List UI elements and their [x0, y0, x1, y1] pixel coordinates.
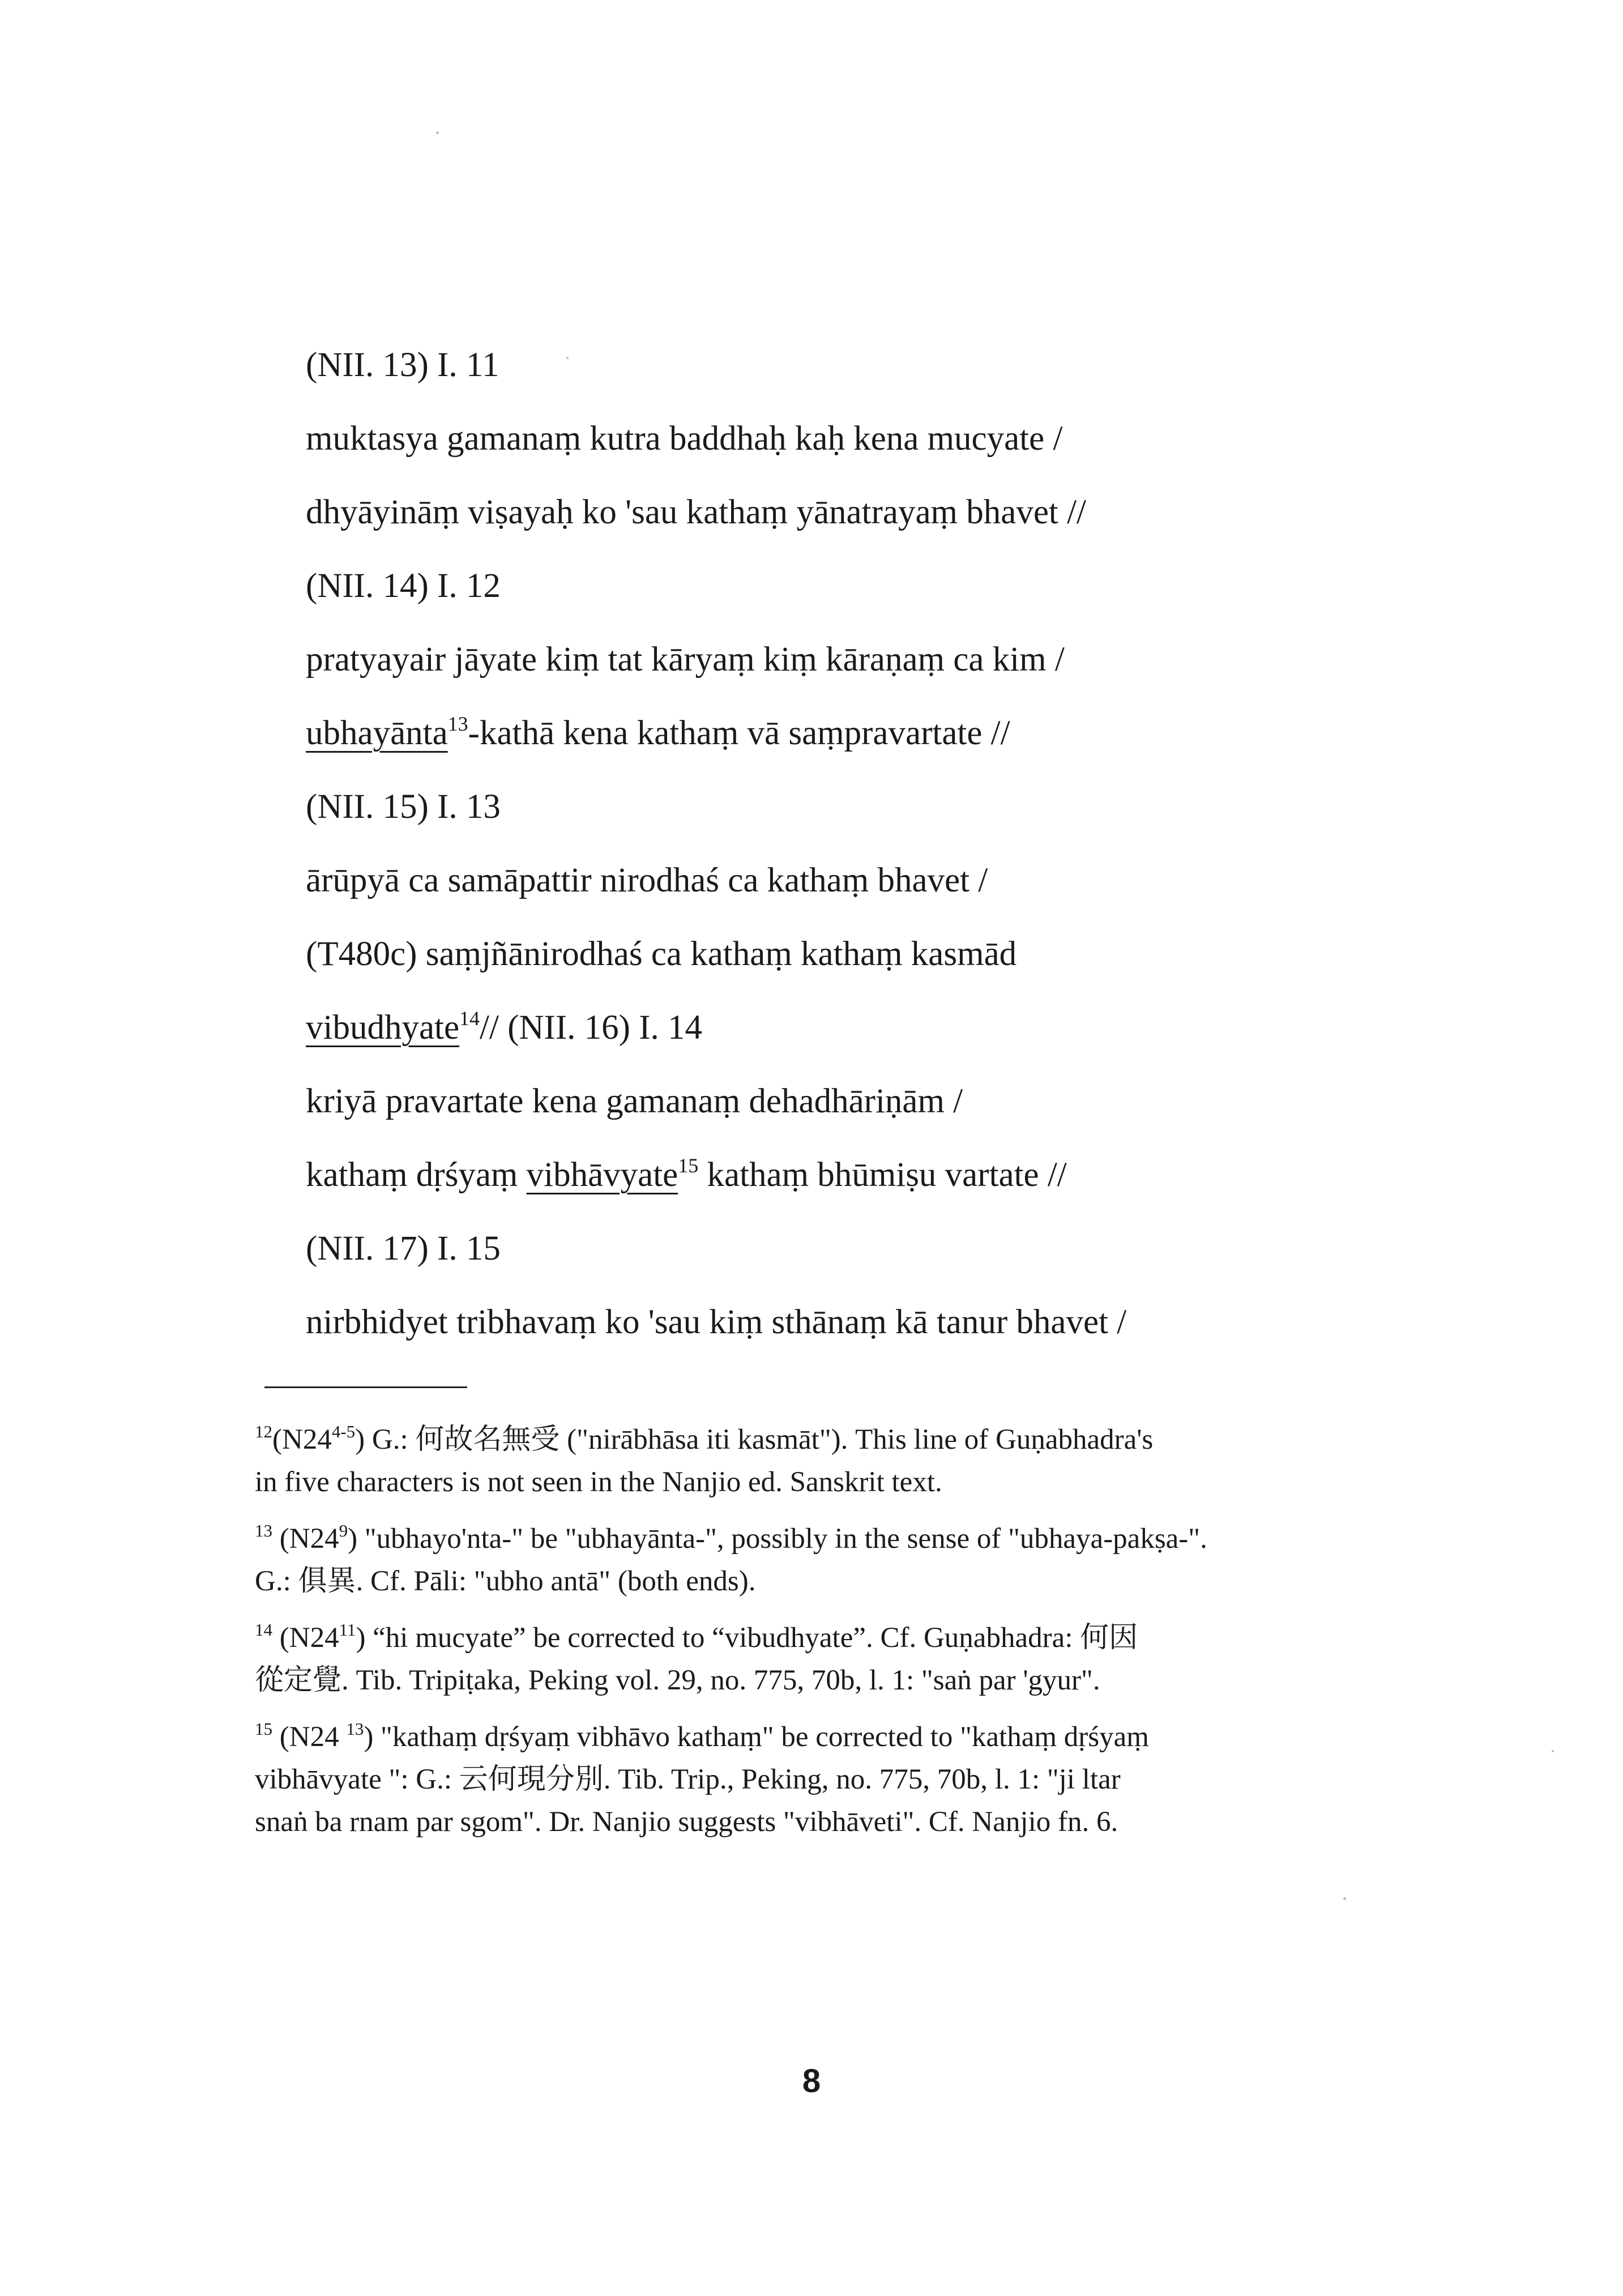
footnote-ref: 12 [255, 1422, 272, 1441]
text-segment: kathaṃ dṛśyaṃ [306, 1156, 527, 1194]
scan-speck [436, 131, 439, 134]
footnote-line [255, 1716, 1342, 1759]
verse-line [306, 1286, 1382, 1359]
scan-speck [1552, 1750, 1554, 1752]
footnote-line [255, 1801, 1342, 1843]
verse-line [306, 1212, 1382, 1286]
text-segment: vibhāvyate ": G.: 云何現分別. Tib. Trip., Peking, no. 775, 70b, l. 1: "ji ltar [255, 1764, 1121, 1795]
verse-line [306, 549, 1382, 623]
footnote-line [255, 1560, 1342, 1603]
footnote [255, 1419, 1342, 1504]
footnote [255, 1716, 1342, 1843]
verse-line [306, 402, 1382, 476]
text-segment: (NII. 15) I. 13 [306, 788, 501, 826]
footnote-line [255, 1461, 1342, 1504]
text-segment: muktasya gamanaṃ kutra baddhaḥ kaḥ kena mucyate / [306, 420, 1063, 458]
text-segment: dhyāyināṃ viṣayaḥ ko 'sau kathaṃ yānatrayaṃ bhavet // [306, 493, 1086, 531]
text-segment: (NII. 17) I. 15 [306, 1230, 501, 1268]
footnote-line [255, 1759, 1342, 1801]
text-segment: ārūpyā ca samāpattir nirodhaś ca kathaṃ bhavet / [306, 861, 988, 899]
text-segment: in five characters is not seen in the Nanjio ed. Sanskrit text. [255, 1466, 942, 1498]
text-segment: ) "ubhayo'nta-" be "ubhayānta-", possibly in the sense of "ubhaya-pakṣa-". [348, 1523, 1207, 1555]
underlined-term: vibudhyate [306, 1009, 460, 1047]
scan-speck [1343, 1897, 1346, 1900]
footnote-ref: 13 [447, 712, 468, 735]
footnote-ref: 13 [346, 1719, 364, 1739]
footnote [255, 1617, 1342, 1702]
text-segment: (T480c) saṃjñānirodhaś ca kathaṃ kathaṃ kasmād [306, 935, 1017, 973]
verse-line [306, 1065, 1382, 1138]
footnote-ref: 13 [255, 1521, 272, 1540]
verse-line [306, 623, 1382, 697]
text-segment: (N24 [272, 1424, 332, 1456]
footnote-ref: 9 [339, 1521, 348, 1540]
footnote-line [255, 1419, 1342, 1461]
verse-line [306, 476, 1382, 549]
text-segment: ) “hi mucyate” be corrected to “vibudhyate”. Cf. Guṇabhadra: 何因 [356, 1622, 1138, 1654]
text-segment: (NII. 14) I. 12 [306, 567, 501, 605]
text-segment: G.: 俱異. Cf. Pāli: "ubho antā" (both ends). [255, 1565, 756, 1597]
text-segment: ) "kathaṃ dṛśyaṃ vibhāvo kathaṃ" be corrected to "kathaṃ dṛśyaṃ [364, 1721, 1149, 1753]
text-segment: (N24 [272, 1622, 339, 1654]
footnote [255, 1518, 1342, 1603]
verse-line [306, 1138, 1382, 1212]
footnote-ref: 15 [678, 1154, 699, 1177]
verse-line [306, 770, 1382, 844]
text-segment: // (NII. 16) I. 14 [480, 1009, 703, 1047]
verse-text [306, 328, 1382, 1359]
text-segment: kriyā pravartate kena gamanaṃ dehadhāriṇām / [306, 1082, 963, 1120]
text-segment: 從定覺. Tib. Tripiṭaka, Peking vol. 29, no. 775, 70b, l. 1: "saṅ par 'gyur". [255, 1665, 1100, 1696]
footnote-ref: 11 [339, 1620, 356, 1640]
verse-line [306, 328, 1382, 402]
text-segment: (N24 [272, 1721, 347, 1753]
text-segment: (N24 [272, 1523, 339, 1555]
footnote-ref: 14 [459, 1007, 480, 1030]
text-segment: (NII. 13) I. 11 [306, 346, 499, 384]
footnote-ref: 15 [255, 1719, 272, 1739]
footnote-ref: 4-5 [331, 1422, 356, 1441]
text-segment: nirbhidyet tribhavaṃ ko 'sau kiṃ sthānaṃ kā tanur bhavet / [306, 1303, 1127, 1341]
footnote-line [255, 1659, 1342, 1702]
underlined-term: ubhayānta [306, 714, 448, 752]
footnote-ref: 14 [255, 1620, 272, 1640]
page-number: 8 [802, 2063, 821, 2099]
verse-line [306, 844, 1382, 917]
text-segment: snaṅ ba rnam par sgom". Dr. Nanjio suggests "vibhāveti". Cf. Nanjio fn. 6. [255, 1806, 1118, 1838]
verse-line [306, 697, 1382, 770]
underlined-term: vibhāvyate [526, 1156, 678, 1194]
text-segment: pratyayair jāyate kiṃ tat kāryaṃ kiṃ kāraṇaṃ ca kim / [306, 641, 1065, 678]
footnotes [255, 1419, 1342, 1858]
text-segment: -kathā kena kathaṃ vā saṃpravartate // [468, 714, 1010, 752]
verse-line [306, 991, 1382, 1065]
text-segment: ) G.: 何故名無受 ("nirābhāsa iti kasmāt"). This line of Guṇabhadra's [355, 1424, 1154, 1456]
footnote-separator [264, 1386, 467, 1388]
text-segment: kathaṃ bhūmiṣu vartate // [698, 1156, 1067, 1194]
verse-line [306, 917, 1382, 991]
footnote-line [255, 1518, 1342, 1560]
footnote-line [255, 1617, 1342, 1659]
